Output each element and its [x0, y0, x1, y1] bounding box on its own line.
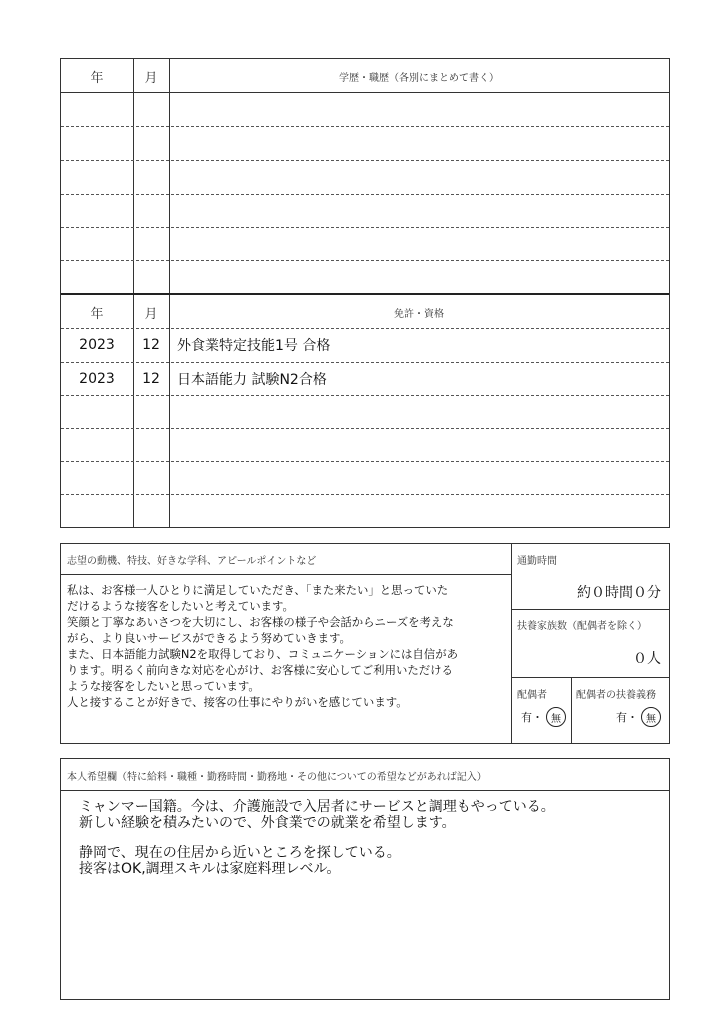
license-row [61, 328, 669, 362]
motivation-line: ような接客をしたいと思っています。 [67, 679, 260, 693]
preferences-line: 静岡で、現在の住居から近いところを探している。 [79, 845, 401, 861]
history-header-row [61, 59, 669, 93]
spouse-label: 配偶者 [517, 690, 547, 701]
column-divider [571, 677, 572, 743]
row-divider [61, 126, 669, 127]
row-divider [511, 677, 669, 678]
row-divider [61, 461, 669, 462]
row-divider [61, 395, 669, 396]
dependents-label: 扶養家族数（配偶者を除く） [517, 621, 647, 632]
licenses-title-header: 免許・資格 [394, 308, 444, 320]
spouse-support-choice [616, 707, 661, 727]
row-divider [61, 494, 669, 495]
history-table [60, 58, 670, 528]
row-divider [511, 609, 669, 610]
motivation-label: 志望の動機、特技、好きな学科、アピールポイントなど [67, 556, 317, 567]
spouse-no-circled: 無 [546, 707, 566, 727]
motivation-line: 人と接することが好きで、接客の仕事にやりがいを感じています。 [67, 695, 408, 709]
preferences-text [79, 799, 659, 877]
motivation-text [67, 582, 507, 710]
licenses-year-header: 年 [90, 306, 104, 322]
preferences-label: 本人希望欄（特に給料・職種・勤務時間・勤務地・その他についての希望などがあれば記入） [67, 772, 487, 783]
licenses-header-row [61, 295, 669, 329]
commute-label: 通勤時間 [517, 556, 557, 567]
row-divider [61, 160, 669, 161]
row-divider [61, 428, 669, 429]
spouse-support-yes: 有・ [616, 711, 638, 724]
license-text: 外食業特定技能1号 合格 [177, 338, 331, 354]
preferences-box [60, 758, 670, 1000]
spouse-choice [521, 707, 566, 727]
license-year: 2023 [79, 337, 115, 353]
motivation-line: がら、より良いサービスができるよう努めていきます。 [67, 631, 351, 645]
motivation-line: ります。明るく前向きな対応を心がけ、お客様に安心してご利用いただける [67, 663, 453, 677]
license-month: 12 [142, 337, 160, 353]
license-row [61, 362, 669, 396]
row-divider [61, 790, 669, 791]
row-divider [61, 260, 669, 261]
motivation-box [60, 543, 670, 744]
history-month-header: 月 [144, 70, 158, 86]
history-year-header: 年 [90, 70, 104, 86]
preferences-line: 接客はOK,調理スキルは家庭料理レベル。 [79, 861, 341, 877]
preferences-line: ミャンマー国籍。今は、介護施設で入居者にサービスと調理もやっている。 [79, 799, 555, 815]
motivation-line: 私は、お客様一人ひとりに満足していただき、「また来たい」と思っていた [67, 583, 449, 597]
license-year: 2023 [79, 371, 115, 387]
column-divider [511, 544, 512, 743]
licenses-month-header: 月 [144, 306, 158, 322]
dependents-value: ０人 [633, 651, 661, 667]
row-divider [61, 194, 669, 195]
motivation-line: 笑顔と丁寧なあいさつを大切にし、お客様の様子や会話からニーズを考えな [67, 615, 454, 629]
motivation-line: だけるような接客をしたいと考えています。 [67, 599, 294, 613]
preferences-line: 新しい経験を積みたいので、外食業での就業を希望します。 [79, 815, 456, 831]
license-text: 日本語能力 試験N2合格 [177, 372, 327, 388]
motivation-line: また、日本語能力試験N2を取得しており、コミュニケーションには自信があ [67, 647, 458, 661]
license-month: 12 [142, 371, 160, 387]
spouse-support-label: 配偶者の扶養義務 [576, 690, 656, 701]
row-divider [61, 92, 669, 93]
commute-value: 約０時間０分 [577, 585, 661, 601]
spouse-yes: 有・ [521, 711, 543, 724]
history-title-header: 学歴・職歴（各別にまとめて書く） [339, 72, 499, 84]
row-divider [61, 227, 669, 228]
spouse-support-no-circled: 無 [641, 707, 661, 727]
row-divider [61, 574, 511, 575]
